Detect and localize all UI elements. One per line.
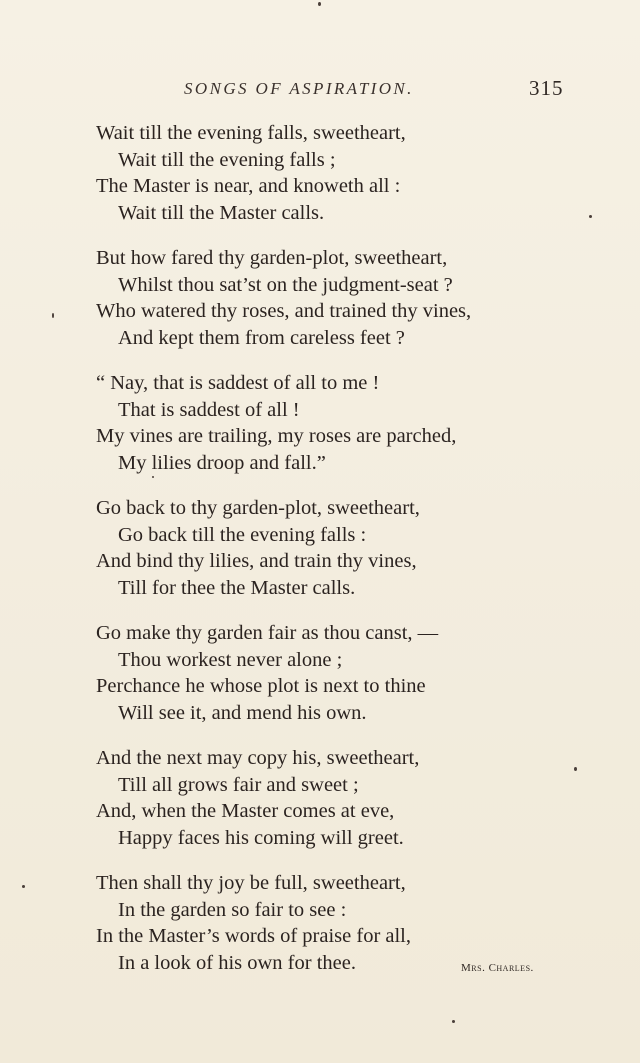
- page-number: 315: [529, 76, 564, 100]
- poem-line: Till all grows fair and sweet ;: [118, 773, 359, 796]
- poem-line: Till for thee the Master calls.: [118, 576, 356, 599]
- paper-speck: [152, 476, 154, 478]
- paper-speck: [52, 313, 54, 318]
- poem-line: But how fared thy garden-plot, sweetheart,: [96, 247, 448, 269]
- poem-line: Thou workest never alone ;: [118, 648, 343, 671]
- stanza-1: [96, 120, 576, 226]
- poem-line: Happy faces his coming will greet.: [118, 826, 404, 849]
- stanza-6: [96, 745, 576, 851]
- poem-line: Wait till the evening falls, sweetheart,: [96, 122, 406, 144]
- poem-line: Wait till the Master calls.: [118, 201, 325, 224]
- poem-line: Wait till the evening falls ;: [118, 148, 336, 171]
- poem-line: Perchance he whose plot is next to thine: [96, 675, 426, 697]
- paper-speck: [22, 885, 25, 888]
- poem: [96, 120, 576, 995]
- poem-line: In the Master’s words of praise for all,: [96, 925, 412, 947]
- poem-line: The Master is near, and knoweth all :: [96, 175, 401, 197]
- poem-line: That is saddest of all !: [118, 398, 300, 421]
- poem-line: Who watered thy roses, and trained thy vines,: [96, 300, 472, 322]
- poem-attribution: Mrs. Charles.: [461, 962, 534, 974]
- stanza-7: [96, 870, 576, 976]
- stanza-4: [96, 495, 576, 601]
- poem-line: Will see it, and mend his own.: [118, 701, 367, 724]
- poem-line: Go back till the evening falls :: [118, 523, 367, 546]
- paper-speck: [452, 1020, 455, 1023]
- poem-line: Go back to thy garden-plot, sweetheart,: [96, 497, 420, 519]
- paper-speck: [318, 2, 321, 6]
- stanza-2: [96, 245, 576, 351]
- poem-line: My vines are trailing, my roses are parched,: [96, 425, 457, 447]
- stanza-5: [96, 620, 576, 726]
- poem-line: My lilies droop and fall.”: [118, 451, 326, 474]
- poem-line: Whilst thou sat’st on the judgment-seat ?: [118, 273, 453, 296]
- page-header: [0, 76, 640, 106]
- paper-speck: [589, 215, 592, 218]
- poem-line: In the garden so fair to see :: [118, 898, 347, 921]
- paper-speck: [574, 767, 577, 771]
- poem-line: Then shall thy joy be full, sweetheart,: [96, 872, 406, 894]
- running-title: SONGS OF ASPIRATION.: [184, 79, 414, 98]
- poem-line: And bind thy lilies, and train thy vines,: [96, 550, 417, 572]
- poem-line: And the next may copy his, sweetheart,: [96, 747, 420, 769]
- poem-line: And kept them from careless feet ?: [118, 326, 405, 349]
- poem-line: Go make thy garden fair as thou canst, —: [96, 622, 439, 644]
- stanza-3: [96, 370, 576, 476]
- poem-line: In a look of his own for thee.: [118, 951, 356, 974]
- poem-line: “ Nay, that is saddest of all to me !: [96, 372, 380, 394]
- poem-line: And, when the Master comes at eve,: [96, 800, 395, 822]
